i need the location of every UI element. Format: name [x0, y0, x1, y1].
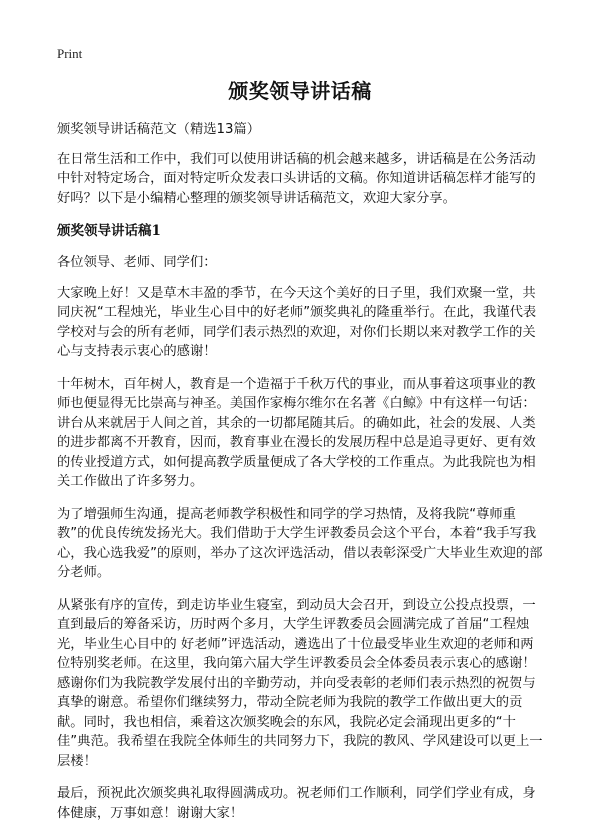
section-heading: 颁奖领导讲话稿1: [57, 223, 161, 239]
closing-paragraph: 最后，预祝此次颁奖典礼取得圆满成功。祝老师们工作顺利，同学们学业有成，身体健康，万事如意！谢谢大家！: [57, 786, 536, 821]
intro-paragraph: 在日常生活和工作中，我们可以使用讲话稿的机会越来越多，讲话稿是在公务活动中针对特定场合，面对特定听众发表口头讲话的文稿。你知道讲话稿怎样才能写的好吗？以下是小编精心整理的颁奖领导讲话稿范文，欢迎大家分享。: [57, 151, 536, 206]
document-subtitle: 颁奖领导讲话稿范文（精选13篇）: [57, 122, 261, 137]
body-paragraph: 从紧张有序的宣传，到走访毕业生寝室，到动员大会召开，到设立公投点投票，一直到最后的筹备采访，历时两个多月，大学生评教委员会圆满完成了首届“工程烛光，毕业生心目中的 好老师”评选活动，遴选出了十位最受毕业生欢迎的老师和两位特别奖老师。在这里，我向第六届大学生评教委员会全体委员表示衷心的感谢！感谢你们为我院教学发展付出的辛勤劳动，并向受表彰的老师们表示热烈的祝贺与真挚的谢意。希望你们继续努力，带动全院老师为我院的教学工作做出更大的贡献。同时，我也相信，乘着这次颁奖晚会的东风，我院必定会涌现出更多的“十佳”典范。我希望在我院全体师生的共同努力下，我院的教风、学风建设可以更上一层楼！: [57, 597, 543, 769]
document-body: [57, 120, 545, 836]
body-paragraph: 为了增强师生沟通，提高老师教学积极性和同学的学习热情，及将我院“尊师重教”的优良传统发扬光大。我们借助于大学生评教委员会这个平台，本着“我手写我心，我心选我爱”的原则，举办了这次评选活动，借以表彰深受广大毕业生欢迎的部分老师。: [57, 506, 543, 580]
body-paragraph: 十年树木，百年树人，教育是一个造福于千秋万代的事业，而从事着这项事业的教师也便显得无比崇高与神圣。美国作家梅尔维尔在名著《白鲸》中有这样一句话：讲台从来就居于人间之首，其余的一切都尾随其后。的确如此，社会的发展、人类的进步都离不开教育，因而，教育事业在漫长的发展历程中总是追寻更好、更有效的传业授道方式，如何提高教学质量便成了各大学校的工作重点。为此我院也为相关工作做出了许多努力。: [57, 376, 536, 489]
body-paragraph: 大家晚上好！又是草木丰盈的季节，在今天这个美好的日子里，我们欢聚一堂，共同庆祝“工程烛光，毕业生心目中的好老师”颁奖典礼的隆重举行。在此，我谨代表学校对与会的所有老师，同学们表示热烈的欢迎，对你们长期以来对教学工作的关心与支持表示衷心的感谢！: [57, 285, 537, 359]
page-title: 颁奖领导讲话稿: [228, 79, 372, 103]
print-link[interactable]: Print: [57, 46, 83, 61]
salutation: 各位领导、老师、同学们：: [57, 255, 217, 270]
